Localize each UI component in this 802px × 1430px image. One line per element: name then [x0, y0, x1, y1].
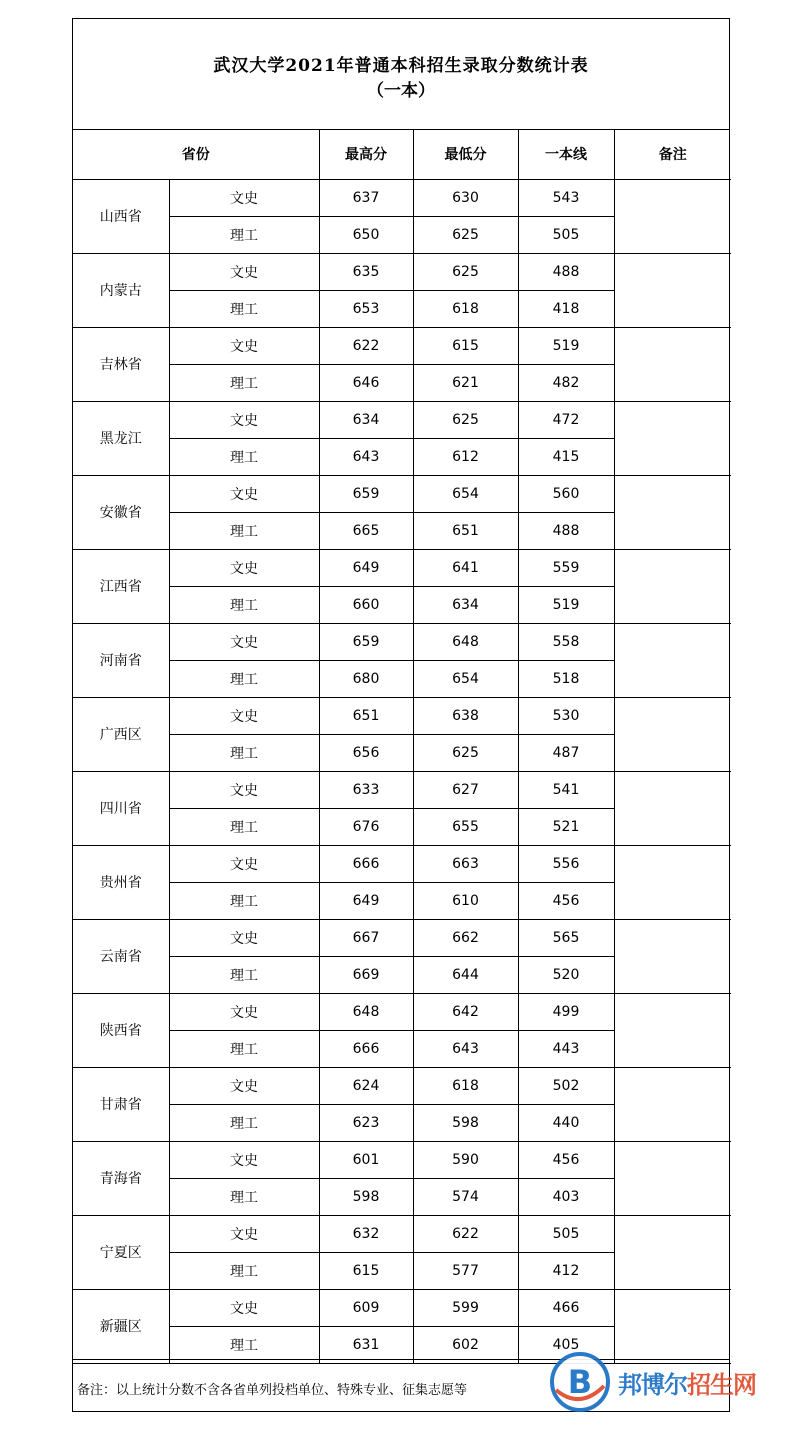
- province-cell: 甘肃省: [73, 1067, 169, 1141]
- min-score-cell: 625: [413, 253, 518, 290]
- min-score-cell: 622: [413, 1215, 518, 1252]
- max-score-cell: 631: [319, 1326, 413, 1363]
- min-score-cell: 630: [413, 179, 518, 216]
- cutoff-line-cell: 412: [518, 1252, 614, 1289]
- max-score-cell: 635: [319, 253, 413, 290]
- table-row: [73, 919, 731, 956]
- min-score-cell: 590: [413, 1141, 518, 1178]
- max-score-cell: 653: [319, 290, 413, 327]
- brand-name-red: 招生网: [687, 1370, 756, 1399]
- header-max-score: 最高分: [319, 130, 413, 179]
- min-score-cell: 574: [413, 1178, 518, 1215]
- min-score-cell: 621: [413, 364, 518, 401]
- table-row: [73, 179, 731, 216]
- note-cell: [614, 1215, 731, 1289]
- subject-type-cell: 文史: [169, 253, 319, 290]
- min-score-cell: 577: [413, 1252, 518, 1289]
- max-score-cell: 622: [319, 327, 413, 364]
- cutoff-line-cell: 521: [518, 808, 614, 845]
- max-score-cell: 601: [319, 1141, 413, 1178]
- province-cell: 广西区: [73, 697, 169, 771]
- cutoff-line-cell: 520: [518, 956, 614, 993]
- note-cell: [614, 179, 731, 253]
- subject-type-cell: 理工: [169, 1104, 319, 1141]
- min-score-cell: 638: [413, 697, 518, 734]
- min-score-cell: 663: [413, 845, 518, 882]
- page-subtitle: （一本）: [367, 81, 435, 101]
- min-score-cell: 625: [413, 734, 518, 771]
- max-score-cell: 649: [319, 882, 413, 919]
- cutoff-line-cell: 418: [518, 290, 614, 327]
- min-score-cell: 651: [413, 512, 518, 549]
- max-score-cell: 637: [319, 179, 413, 216]
- table-row: [73, 253, 731, 290]
- note-cell: [614, 549, 731, 623]
- table-body: [73, 179, 731, 1363]
- max-score-cell: 646: [319, 364, 413, 401]
- cutoff-line-cell: 488: [518, 253, 614, 290]
- province-cell: 云南省: [73, 919, 169, 993]
- min-score-cell: 612: [413, 438, 518, 475]
- province-cell: 宁夏区: [73, 1215, 169, 1289]
- min-score-cell: 641: [413, 549, 518, 586]
- cutoff-line-cell: 443: [518, 1030, 614, 1067]
- table-row: [73, 549, 731, 586]
- cutoff-line-cell: 499: [518, 993, 614, 1030]
- cutoff-line-cell: 565: [518, 919, 614, 956]
- subject-type-cell: 理工: [169, 290, 319, 327]
- subject-type-cell: 理工: [169, 882, 319, 919]
- cutoff-line-cell: 543: [518, 179, 614, 216]
- province-cell: 陕西省: [73, 993, 169, 1067]
- brand-name: [618, 1365, 756, 1400]
- max-score-cell: 680: [319, 660, 413, 697]
- subject-type-cell: 文史: [169, 401, 319, 438]
- min-score-cell: 598: [413, 1104, 518, 1141]
- max-score-cell: 624: [319, 1067, 413, 1104]
- table-row: [73, 1215, 731, 1252]
- province-cell: 江西省: [73, 549, 169, 623]
- max-score-cell: 666: [319, 845, 413, 882]
- max-score-cell: 609: [319, 1289, 413, 1326]
- table-row: [73, 623, 731, 660]
- note-cell: [614, 993, 731, 1067]
- subject-type-cell: 文史: [169, 623, 319, 660]
- min-score-cell: 618: [413, 290, 518, 327]
- table-row: [73, 697, 731, 734]
- cutoff-line-cell: 487: [518, 734, 614, 771]
- cutoff-line-cell: 541: [518, 771, 614, 808]
- cutoff-line-cell: 505: [518, 216, 614, 253]
- min-score-cell: 627: [413, 771, 518, 808]
- table-row: [73, 475, 731, 512]
- min-score-cell: 615: [413, 327, 518, 364]
- province-cell: 四川省: [73, 771, 169, 845]
- note-cell: [614, 919, 731, 993]
- subject-type-cell: 文史: [169, 993, 319, 1030]
- max-score-cell: 632: [319, 1215, 413, 1252]
- subject-type-cell: 理工: [169, 512, 319, 549]
- subject-type-cell: 文史: [169, 1289, 319, 1326]
- subject-type-cell: 文史: [169, 1215, 319, 1252]
- min-score-cell: 644: [413, 956, 518, 993]
- subject-type-cell: 理工: [169, 586, 319, 623]
- max-score-cell: 676: [319, 808, 413, 845]
- province-cell: 河南省: [73, 623, 169, 697]
- header-note: 备注: [614, 130, 731, 179]
- province-cell: 贵州省: [73, 845, 169, 919]
- note-cell: [614, 697, 731, 771]
- cutoff-line-cell: 519: [518, 327, 614, 364]
- min-score-cell: 655: [413, 808, 518, 845]
- max-score-cell: 651: [319, 697, 413, 734]
- max-score-cell: 643: [319, 438, 413, 475]
- cutoff-line-cell: 519: [518, 586, 614, 623]
- min-score-cell: 648: [413, 623, 518, 660]
- brand-name-blue: 邦博尔: [618, 1370, 687, 1399]
- min-score-cell: 662: [413, 919, 518, 956]
- max-score-cell: 660: [319, 586, 413, 623]
- note-cell: [614, 253, 731, 327]
- note-cell: [614, 623, 731, 697]
- min-score-cell: 625: [413, 216, 518, 253]
- province-cell: 青海省: [73, 1141, 169, 1215]
- header-row: [73, 130, 731, 179]
- table-row: [73, 771, 731, 808]
- cutoff-line-cell: 558: [518, 623, 614, 660]
- cutoff-line-cell: 466: [518, 1289, 614, 1326]
- subject-type-cell: 理工: [169, 1178, 319, 1215]
- subject-type-cell: 理工: [169, 438, 319, 475]
- min-score-cell: 643: [413, 1030, 518, 1067]
- title-area: [73, 19, 729, 130]
- subject-type-cell: 文史: [169, 919, 319, 956]
- min-score-cell: 654: [413, 475, 518, 512]
- brand-logo-letter: B: [567, 1363, 593, 1401]
- subject-type-cell: 理工: [169, 956, 319, 993]
- max-score-cell: 623: [319, 1104, 413, 1141]
- subject-type-cell: 理工: [169, 1030, 319, 1067]
- max-score-cell: 659: [319, 475, 413, 512]
- subject-type-cell: 文史: [169, 475, 319, 512]
- min-score-cell: 642: [413, 993, 518, 1030]
- max-score-cell: 669: [319, 956, 413, 993]
- table-row: [73, 401, 731, 438]
- subject-type-cell: 文史: [169, 179, 319, 216]
- max-score-cell: 648: [319, 993, 413, 1030]
- cutoff-line-cell: 556: [518, 845, 614, 882]
- table-row: [73, 1067, 731, 1104]
- max-score-cell: 667: [319, 919, 413, 956]
- cutoff-line-cell: 505: [518, 1215, 614, 1252]
- subject-type-cell: 理工: [169, 660, 319, 697]
- min-score-cell: 602: [413, 1326, 518, 1363]
- table-row: [73, 327, 731, 364]
- watermark: [548, 1352, 798, 1412]
- province-cell: 吉林省: [73, 327, 169, 401]
- province-cell: 新疆区: [73, 1289, 169, 1363]
- max-score-cell: 666: [319, 1030, 413, 1067]
- min-score-cell: 654: [413, 660, 518, 697]
- subject-type-cell: 理工: [169, 734, 319, 771]
- cutoff-line-cell: 518: [518, 660, 614, 697]
- max-score-cell: 665: [319, 512, 413, 549]
- cutoff-line-cell: 456: [518, 1141, 614, 1178]
- max-score-cell: 650: [319, 216, 413, 253]
- footnote: 备注：以上统计分数不含各省单列投档单位、特殊专业、征集志愿等: [73, 1359, 729, 1411]
- note-cell: [614, 327, 731, 401]
- min-score-cell: 610: [413, 882, 518, 919]
- cutoff-line-cell: 472: [518, 401, 614, 438]
- max-score-cell: 615: [319, 1252, 413, 1289]
- province-cell: 黑龙江: [73, 401, 169, 475]
- page-title: 武汉大学2021年普通本科招生录取分数统计表: [213, 56, 589, 76]
- max-score-cell: 634: [319, 401, 413, 438]
- cutoff-line-cell: 559: [518, 549, 614, 586]
- cutoff-line-cell: 530: [518, 697, 614, 734]
- max-score-cell: 659: [319, 623, 413, 660]
- header-province: 省份: [73, 130, 319, 179]
- subject-type-cell: 理工: [169, 216, 319, 253]
- subject-type-cell: 理工: [169, 1326, 319, 1363]
- score-sheet: [72, 18, 730, 1412]
- min-score-cell: 634: [413, 586, 518, 623]
- cutoff-line-cell: 456: [518, 882, 614, 919]
- note-cell: [614, 771, 731, 845]
- score-table: [73, 130, 731, 1364]
- table-row: [73, 1141, 731, 1178]
- max-score-cell: 633: [319, 771, 413, 808]
- cutoff-line-cell: 440: [518, 1104, 614, 1141]
- min-score-cell: 599: [413, 1289, 518, 1326]
- table-row: [73, 993, 731, 1030]
- subject-type-cell: 文史: [169, 1141, 319, 1178]
- cutoff-line-cell: 488: [518, 512, 614, 549]
- note-cell: [614, 845, 731, 919]
- note-cell: [614, 1141, 731, 1215]
- subject-type-cell: 文史: [169, 697, 319, 734]
- note-cell: [614, 401, 731, 475]
- brand-logo-icon: [548, 1350, 612, 1414]
- subject-type-cell: 文史: [169, 549, 319, 586]
- min-score-cell: 618: [413, 1067, 518, 1104]
- cutoff-line-cell: 560: [518, 475, 614, 512]
- cutoff-line-cell: 403: [518, 1178, 614, 1215]
- province-cell: 内蒙古: [73, 253, 169, 327]
- subject-type-cell: 文史: [169, 1067, 319, 1104]
- subject-type-cell: 文史: [169, 327, 319, 364]
- subject-type-cell: 文史: [169, 771, 319, 808]
- header-cutoff-line: 一本线: [518, 130, 614, 179]
- subject-type-cell: 理工: [169, 808, 319, 845]
- note-cell: [614, 1067, 731, 1141]
- header-min-score: 最低分: [413, 130, 518, 179]
- cutoff-line-cell: 415: [518, 438, 614, 475]
- max-score-cell: 649: [319, 549, 413, 586]
- cutoff-line-cell: 482: [518, 364, 614, 401]
- province-cell: 安徽省: [73, 475, 169, 549]
- max-score-cell: 598: [319, 1178, 413, 1215]
- table-row: [73, 1289, 731, 1326]
- subject-type-cell: 理工: [169, 1252, 319, 1289]
- cutoff-line-cell: 502: [518, 1067, 614, 1104]
- cutoff-line-cell: 405: [518, 1326, 614, 1363]
- subject-type-cell: 文史: [169, 845, 319, 882]
- province-cell: 山西省: [73, 179, 169, 253]
- min-score-cell: 625: [413, 401, 518, 438]
- table-row: [73, 845, 731, 882]
- max-score-cell: 656: [319, 734, 413, 771]
- note-cell: [614, 475, 731, 549]
- subject-type-cell: 理工: [169, 364, 319, 401]
